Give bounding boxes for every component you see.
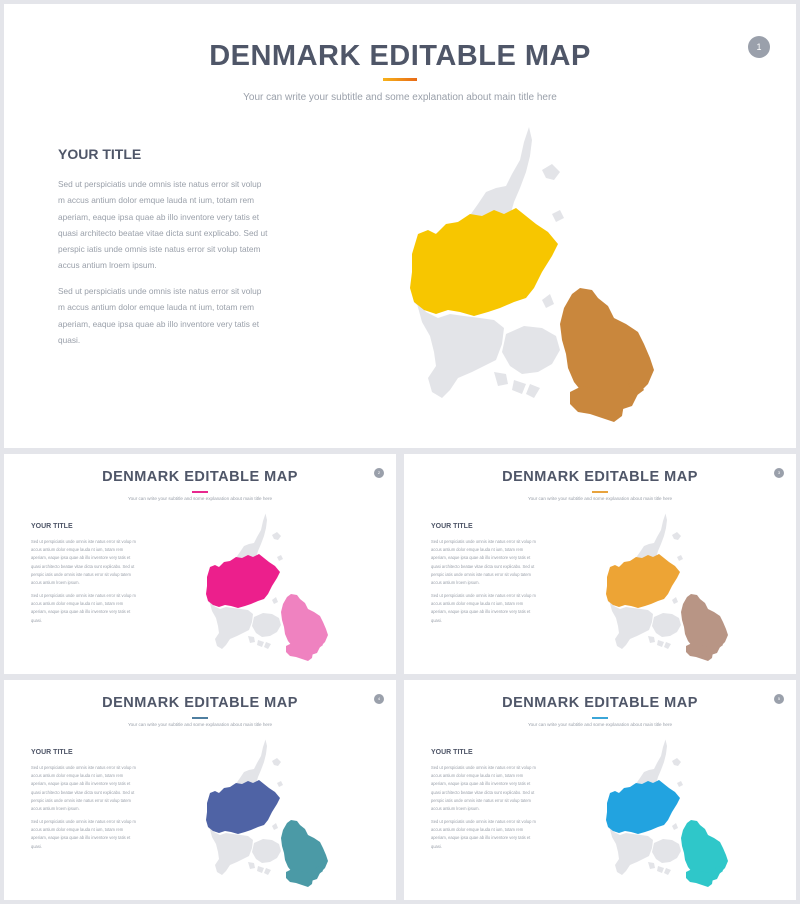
map-region-zealand: [560, 288, 654, 422]
slide-thumbnail-cyan[interactable]: [404, 680, 796, 900]
main-slide: [4, 4, 796, 448]
denmark-map: [202, 737, 332, 887]
map-region-zealand: [681, 820, 728, 887]
body-paragraph-1: Sed ut perspiciatis unde omnis iste natus error sit volup m accus antium dolor emque lauda nt ium, totam rem aperiam, eaque ipsa quae ab illo inventore very tatis et quasi architecto beatae vitae dicta sunt explicabo. Sed ut perspic iatis unde omnis iste natus error sit volup tatem accus antium lroem ipsum.: [431, 765, 536, 812]
body-paragraph-2: Sed ut perspiciatis unde omnis iste natus error sit volup m accus antium dolor emque lauda nt ium, totam rem aperiam, eaque ipsa quae ab illo inventore very tatis et quasi.: [431, 819, 536, 849]
map-region-jutland: [606, 554, 680, 608]
denmark-map: [602, 737, 732, 887]
section-title: YOUR TITLE: [431, 749, 473, 756]
body-paragraph-1: Sed ut perspiciatis unde omnis iste natus error sit volup m accus antium dolor emque lauda nt ium, totam rem aperiam, eaque ipsa quae ab illo inventore very tatis et quasi architecto beatae vitae dicta sunt explicabo. Sed ut perspic iatis unde omnis iste natus error sit volup tatem accus antium lroem ipsum.: [31, 539, 136, 586]
map-region-jutland: [410, 208, 558, 316]
slide-thumbnail-orange[interactable]: [404, 454, 796, 674]
page-subtitle: Your can write your subtitle and some explanation about main title here: [243, 92, 557, 103]
denmark-map: [402, 122, 662, 422]
map-region-zealand: [281, 820, 328, 887]
page-number-badge: 3: [774, 468, 784, 478]
section-title: YOUR TITLE: [431, 523, 473, 530]
map-region-jutland: [606, 780, 680, 834]
page-title: DENMARK EDITABLE MAP: [102, 469, 298, 485]
body-paragraph-2: Sed ut perspiciatis unde omnis iste natus error sit volup m accus antium dolor emque lauda nt ium, totam rem aperiam, eaque ipsa quae ab illo inventore very tatis et quasi.: [431, 593, 536, 623]
body-paragraph-1: Sed ut perspiciatis unde omnis iste natus error sit volup m accus antium dolor emque lauda nt ium, totam rem aperiam, eaque ipsa quae ab illo inventore very tatis et quasi architecto beatae vitae dicta sunt explicabo. Sed ut perspic iatis unde omnis iste natus error sit volup tatem accus antium lroem ipsum.: [58, 179, 268, 271]
page-subtitle: Your can write your subtitle and some explanation about main title here: [127, 496, 273, 501]
title-accent-bar: [592, 491, 608, 493]
section-title: YOUR TITLE: [31, 749, 73, 756]
body-paragraph-2: Sed ut perspiciatis unde omnis iste natus error sit volup m accus antium dolor emque lauda nt ium, totam rem aperiam, eaque ipsa quae ab illo inventore very tatis et quasi.: [31, 819, 136, 849]
page-number-badge: 5: [774, 694, 784, 704]
page-subtitle: Your can write your subtitle and some explanation about main title here: [127, 722, 273, 727]
body-paragraph-1: Sed ut perspiciatis unde omnis iste natus error sit volup m accus antium dolor emque lauda nt ium, totam rem aperiam, eaque ipsa quae ab illo inventore very tatis et quasi architecto beatae vitae dicta sunt explicabo. Sed ut perspic iatis unde omnis iste natus error sit volup tatem accus antium lroem ipsum.: [31, 765, 136, 812]
title-accent-bar: [192, 717, 208, 719]
slide-thumbnail-pink[interactable]: [4, 454, 396, 674]
body-paragraph-2: Sed ut perspiciatis unde omnis iste natus error sit volup m accus antium dolor emque lauda nt ium, totam rem aperiam, eaque ipsa quae ab illo inventore very tatis et quasi.: [31, 593, 136, 623]
page-title: DENMARK EDITABLE MAP: [209, 40, 591, 72]
denmark-map: [602, 511, 732, 661]
page-title: DENMARK EDITABLE MAP: [502, 469, 698, 485]
title-accent-bar: [383, 78, 417, 81]
page-title: DENMARK EDITABLE MAP: [102, 695, 298, 711]
body-paragraph-2: Sed ut perspiciatis unde omnis iste natus error sit volup m accus antium dolor emque lauda nt ium, totam rem aperiam, eaque ipsa quae ab illo inventore very tatis et quasi.: [58, 286, 262, 345]
map-region-jutland: [206, 554, 280, 608]
map-region-zealand: [281, 594, 328, 661]
page-subtitle: Your can write your subtitle and some explanation about main title here: [527, 496, 673, 501]
section-title: YOUR TITLE: [58, 146, 142, 162]
page-subtitle: Your can write your subtitle and some explanation about main title here: [527, 722, 673, 727]
section-title: YOUR TITLE: [31, 523, 73, 530]
denmark-map: [202, 511, 332, 661]
map-region-zealand: [681, 594, 728, 661]
title-accent-bar: [592, 717, 608, 719]
map-region-jutland: [206, 780, 280, 834]
page-title: DENMARK EDITABLE MAP: [502, 695, 698, 711]
body-paragraph-1: Sed ut perspiciatis unde omnis iste natus error sit volup m accus antium dolor emque lauda nt ium, totam rem aperiam, eaque ipsa quae ab illo inventore very tatis et quasi architecto beatae vitae dicta sunt explicabo. Sed ut perspic iatis unde omnis iste natus error sit volup tatem accus antium lroem ipsum.: [431, 539, 536, 586]
title-accent-bar: [192, 491, 208, 493]
page-number-badge: 4: [374, 694, 384, 704]
page-number-badge: 1: [748, 36, 770, 58]
slide-thumbnail-blue[interactable]: [4, 680, 396, 900]
page-number-badge: 2: [374, 468, 384, 478]
